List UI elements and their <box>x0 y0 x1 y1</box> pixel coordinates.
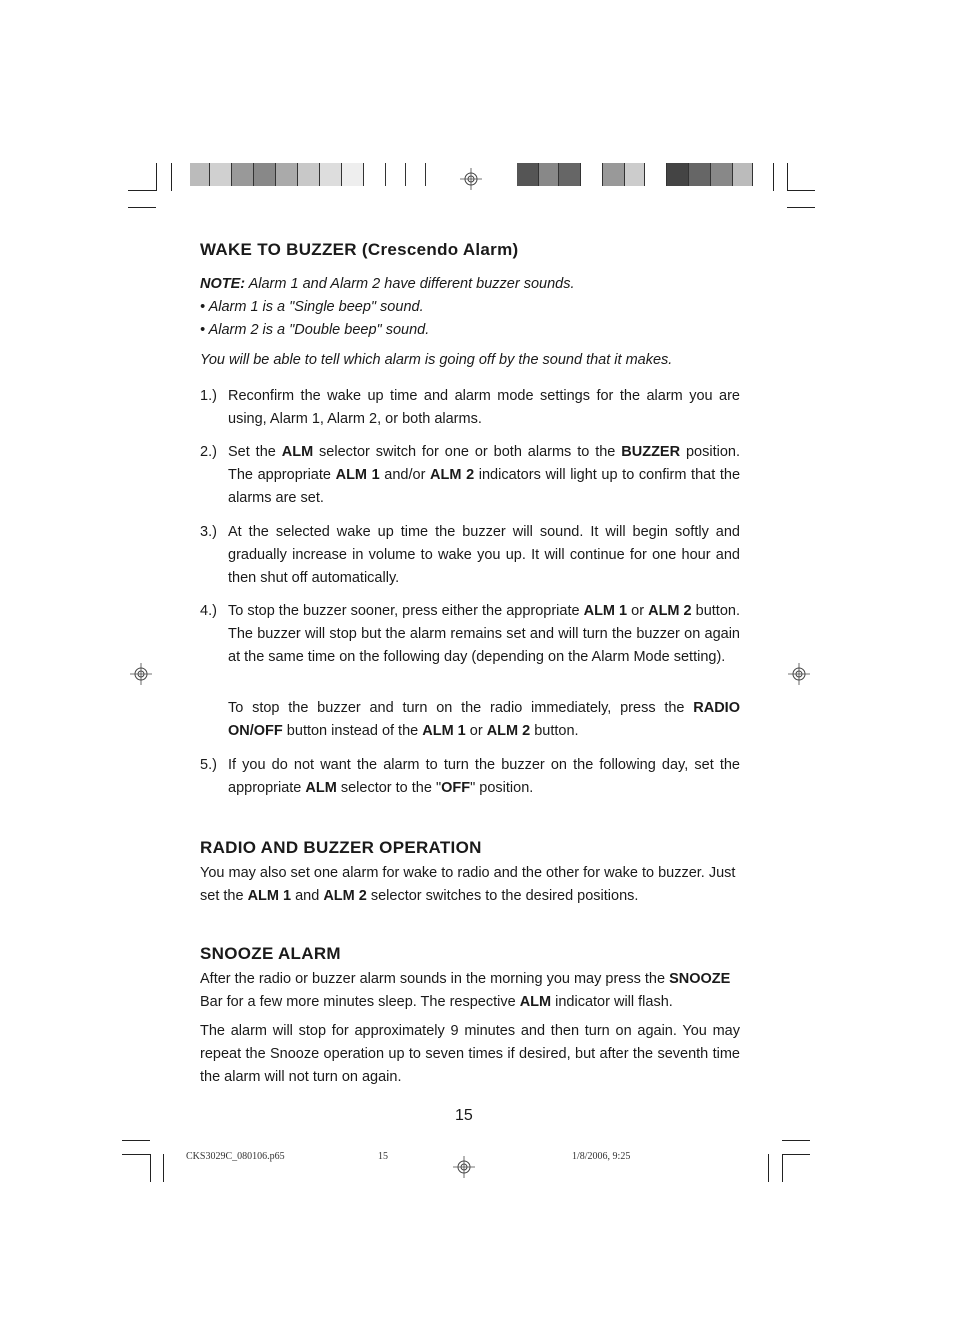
note-label: NOTE: <box>200 276 246 292</box>
step-text <box>228 441 740 510</box>
text-run: and <box>291 888 324 904</box>
color-bar-right <box>517 163 753 186</box>
registration-mark-icon <box>460 168 482 190</box>
section-title-wake: WAKE TO BUZZER (Crescendo Alarm) <box>200 240 519 259</box>
crop-mark <box>122 1140 150 1141</box>
crop-mark <box>128 207 156 208</box>
crop-mark <box>128 190 156 191</box>
list-item <box>200 441 740 510</box>
list-item <box>200 754 740 800</box>
footer-page: 15 <box>378 1151 388 1162</box>
crop-mark <box>122 1154 150 1155</box>
bold-term: ALM <box>305 780 337 796</box>
snooze-paragraph-1 <box>200 968 740 1014</box>
bold-term: ALM <box>281 444 314 460</box>
crop-mark <box>782 1154 783 1182</box>
tell-line <box>200 349 740 372</box>
bold-term: ALM <box>519 994 552 1010</box>
step-number: 4.) <box>200 603 217 619</box>
step-text <box>228 697 740 743</box>
bold-term: ALM 2 <box>323 888 367 904</box>
bold-term: OFF <box>441 780 471 796</box>
text-run: and/or <box>379 467 431 483</box>
crop-mark <box>787 207 815 208</box>
crop-mark <box>156 163 157 191</box>
crop-mark <box>171 163 172 191</box>
bold-term: ALM 1 <box>583 603 628 619</box>
list-item <box>200 697 740 743</box>
text-run: After the radio or buzzer alarm sounds in the morning you may press the <box>200 971 670 987</box>
text-run: selector to the " <box>336 780 442 796</box>
registration-mark-icon <box>453 1156 475 1178</box>
radio-paragraph <box>200 862 740 908</box>
bold-term: ALM 1 <box>335 467 380 483</box>
text-run: To stop the buzzer sooner, press either the appropriate <box>228 603 584 619</box>
text-run: To stop the buzzer and turn on the radio immediately, press the <box>228 700 694 716</box>
text-run: button. <box>530 723 579 739</box>
crop-mark <box>768 1154 769 1182</box>
text-run: selector switch for one or both alarms to the <box>313 444 622 460</box>
text-run: " position. <box>470 780 534 796</box>
text-run: You may also set one alarm for wake to radio and the other for wake to buzzer. Just set the <box>200 865 736 904</box>
text-run: At the selected wake up time the buzzer will sound. It will begin softly and gradually increase in volume to wake you up. It will continue for one hour and then shut off automatically. <box>228 524 740 586</box>
step-text <box>228 385 740 431</box>
note-line <box>200 273 740 296</box>
tell-text: You will be able to tell which alarm is going off by the sound that it makes. <box>200 352 673 368</box>
step-text <box>228 521 740 590</box>
step-text <box>228 754 740 800</box>
text-run: If you do not want the alarm to turn the buzzer on the following day, set the appropriate <box>228 757 740 796</box>
crop-mark <box>150 1154 151 1182</box>
section-title-snooze: SNOOZE ALARM <box>200 944 341 963</box>
list-item <box>200 521 740 590</box>
footer-date: 1/8/2006, 9:25 <box>572 1151 631 1162</box>
snooze-paragraph-2: The alarm will stop for approximately 9 minutes and then turn on again. You may repeat the Snooze operation up to seven times if desired, but after the seventh time the alarm will not turn on again. <box>200 1023 740 1085</box>
step-number: 2.) <box>200 444 217 460</box>
text-run: or <box>627 603 649 619</box>
crop-mark <box>163 1154 164 1182</box>
bold-term: SNOOZE <box>669 971 731 987</box>
snooze-section <box>200 944 740 1089</box>
step-number: 5.) <box>200 757 217 773</box>
wake-section <box>200 240 740 260</box>
note-block <box>200 273 740 342</box>
text-run: position. The appropriate <box>228 444 740 483</box>
step-number: 1.) <box>200 388 217 404</box>
bold-term: ALM 1 <box>422 723 466 739</box>
bold-term: ALM 1 <box>247 888 292 904</box>
text-run: or <box>465 723 487 739</box>
step-number: 3.) <box>200 524 217 540</box>
crop-mark <box>787 163 788 191</box>
text-run: Bar for a few more minutes sleep. The respective <box>200 994 520 1010</box>
text-run: indicator will flash. <box>551 994 673 1010</box>
bold-term: ALM 2 <box>486 723 531 739</box>
note-bullet-1: • Alarm 1 is a "Single beep" sound. <box>200 299 424 315</box>
bold-term: BUZZER <box>621 444 681 460</box>
list-item <box>200 385 740 431</box>
radio-section <box>200 838 740 908</box>
crop-mark <box>773 163 774 191</box>
bold-term: ALM 2 <box>648 603 692 619</box>
text-run: button. The buzzer will stop but the alarm remains set and will turn the buzzer on again at the same time on the following day (depending on the Alarm Mode setting). <box>228 603 740 665</box>
note-text: Alarm 1 and Alarm 2 have different buzzer sounds. <box>245 276 575 292</box>
text-run: selector switches to the desired positions. <box>366 888 639 904</box>
bold-term: RADIO ON/OFF <box>228 700 740 739</box>
note-bullet-2: • Alarm 2 is a "Double beep" sound. <box>200 322 430 338</box>
registration-mark-icon <box>788 663 810 685</box>
color-bar-left <box>190 163 426 186</box>
text-run: indicators will light up to confirm that the alarms are set. <box>228 467 741 506</box>
crop-mark <box>787 190 815 191</box>
text-run: Set the <box>228 444 282 460</box>
crop-mark <box>782 1140 810 1141</box>
text-run: Reconfirm the wake up time and alarm mode settings for the alarm you are using, Alarm 1, Alarm 2, or both alarms. <box>228 388 740 427</box>
crop-mark <box>782 1154 810 1155</box>
step-text <box>228 600 740 669</box>
footer-file: CKS3029C_080106.p65 <box>186 1151 285 1162</box>
registration-mark-icon <box>130 663 152 685</box>
section-title-radio: RADIO AND BUZZER OPERATION <box>200 838 482 857</box>
page-number: 15 <box>455 1107 473 1124</box>
list-item <box>200 600 740 669</box>
text-run: button instead of the <box>282 723 423 739</box>
bold-term: ALM 2 <box>430 467 475 483</box>
